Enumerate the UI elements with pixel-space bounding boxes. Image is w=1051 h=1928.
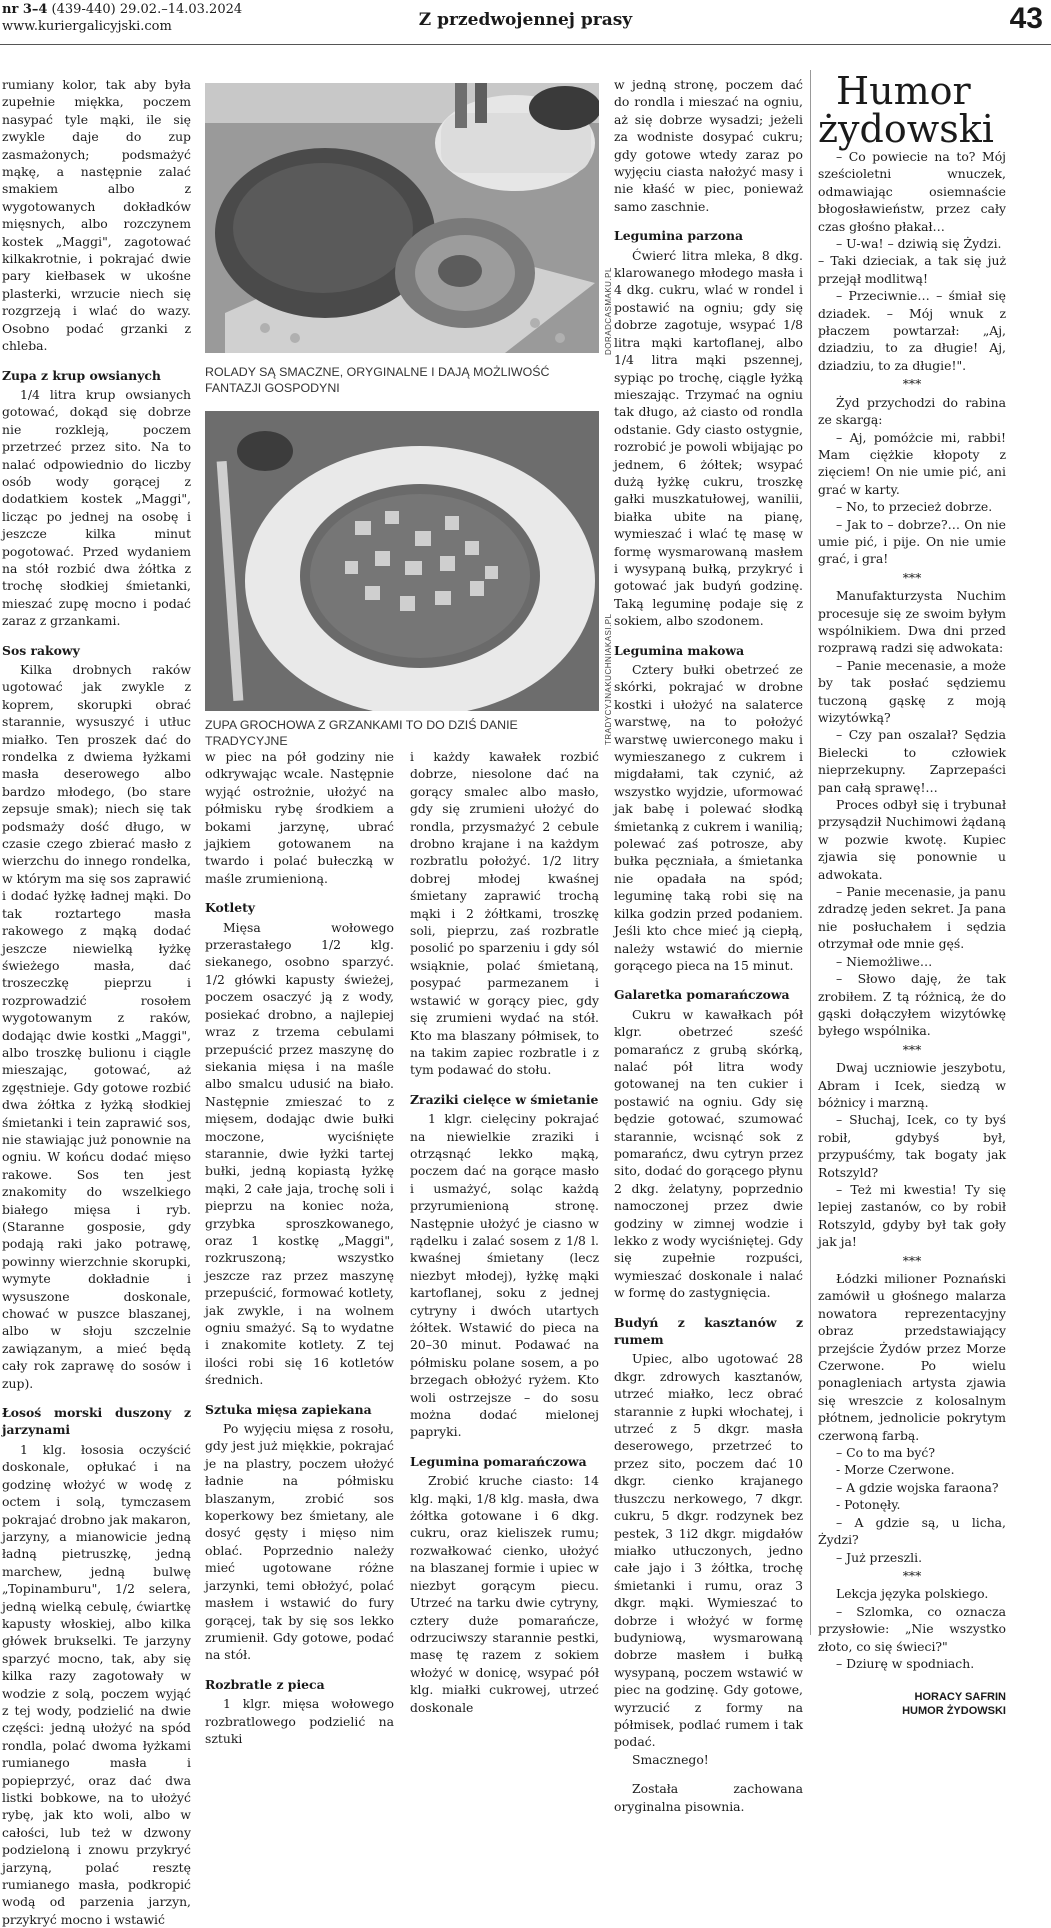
joke-line: – Słowo daję, że tak zrobiłem. Z tą różnicą, że do gąski dołączyłem wizytówkę byłego wspólnika. [818,971,1006,1039]
column-4 [614,76,803,1815]
recipe-heading: Galaretka pomarańczowa [614,987,790,1003]
humor-column [818,69,1006,1718]
photo-caption: ROLADY SĄ SMACZNE, ORYGINALNE I DAJĄ MOŻLIWOŚĆ FANTAZJI GOSPODYNI [205,365,550,395]
humor-title: Humor żydowski [818,69,994,151]
joke-separator: *** [902,1567,922,1583]
paragraph: i każdy kawałek rozbić dobrze, niesolone dać na gorący smalec albo masło, gdy się zrumieni ułożyć do rondla, przysmażyć 2 cebule drobno krajane i na każdym rozbratlu położyć. 1/2 litry dobrej młodej kwaśnej śmietany zaprawić trochą mąki i 2 żółtkami, troszkę soli, pieprzu, zaś rozbratle posolić po sparzeniu i gdy sól wsiąknie, polać śmietaną, posypać parmezanem i wstawić w gorący piec, gdy się zrumieni wydać na stół. Kto ma blaszany półmisek, to na takim zapiec rozbratle i z tym podawać do stołu. [410,749,599,1078]
paragraph: 1 klg. łososia oczyścić doskonale, opłukać i na godzinę włożyć w wodę z octem i solą, tymczasem pokrajać drobno jak makaron, jarzyny, a mianowicie jedną ładną pietruszkę, jedną marchew, jedną bulwę „Topinamburu", 1/2 selera, jedną wielką cebulę, ćwiartkę kapusty włoskiej, albo kilka główek brukselki. Te jarzyny sparzyć mocno, tak, aby się kilka razy zagotowały w wodzie z solą, poczem wyjąć z tej wody, podzielić na dwie części: jedną ułożyć na spód rondla, polać dwoma łyżkami rumianego masła i popieprzyć, oraz dać dwa listki bobkowe, na to ułożyć rybę, jak kto woli, albo w całości, lub też w dzwony podzieloną i znowu przykryć jarzyną, polać resztę rumianego masła, podkropić wodą od parzenia jarzyn, przykryć mocno i wstawić [2,1441,191,1927]
recipe-heading: Łosoś morski duszony z jarzynami [2,1405,191,1438]
column-2 [205,748,394,1747]
joke-line: – Jak to – dobrze?… On nie umie pić, i pije. On nie umie grać, i gra! [818,516,1006,567]
joke-line: – Już przeszli. [836,1549,923,1565]
paragraph: 1 klgr. mięsa wołowego rozbratlowego podzielić na sztuki [205,1696,394,1746]
paragraph: Smacznego! [632,1751,709,1767]
recipe-heading: Kotlety [205,900,255,916]
recipe-heading: Rozbratle z pieca [205,1676,325,1692]
joke-line: – No, to przecież dobrze. [836,499,993,515]
roulade-photo [205,83,599,353]
recipe-heading: Legumina parzona [614,228,743,244]
joke-line: – Panie mecenasie, a może by tak posłać sędziemu tuczoną gąskę z moją wizytówką? [818,657,1006,725]
photo-credit: TRADYCYJNAKUCHNIAKASI.PL [604,613,613,745]
joke-line: Łódzki milioner Poznański zamówił u głośnego malarza nowatora reprezentacyjny obraz przedstawiający przejście Żydów przez Morze Czerwone. Po wielu ponagleniach artysta zjawia się wreszcie z kolosalnym płótnem, jednolicie pokrytym czerwoną farbą. [818,1271,1006,1443]
column-3 [410,748,599,1716]
recipe-heading: Zupa z krup owsianych [2,367,161,383]
column-divider [810,70,811,1635]
paragraph: Upiec, albo ugotować 28 dkgr. zdrowych kasztanów, utrzeć miałko, lecz obrać starannie z łupki włochatej, i utrzeć z 5 dkgr. masła deserowego, przetrzeć to przez sito, poczem dać 10 dkgr. cienko krajanego tłuszczu nerkowego, 7 dkgr. cukru, 5 dkgr. rodzynek bez pestek, 3 1i2 dkgr. migdałów miałko utłuczonych, jedno całe jajo i 3 żółtka, trochę śmietanki i rumu, oraz 3 dkgr. mąki. Wymieszać to dobrze i włożyć w formę budyniową, wysmarowaną dobrze masłem i bułką wysypaną, poczem wstawić w piec na godzinę. Gdy gotowe, wyrzucić z formy na półmisek, podlać rumem i tak podać. [614,1351,803,1750]
paragraph: w piec na pół godziny nie odkrywając wcale. Następnie wyjąć ostrożnie, ułożyć na półmisku rybę środkiem a bokami jarzynę, ubrać jajkiem gotowanem na twardo i polać bułeczką w maśle zrumienioną. [205,749,394,886]
recipe-heading: Legumina makowa [614,642,745,658]
joke-line: - Potonęły. [836,1497,901,1513]
joke-line: Manufakturzysta Nuchim procesuje się ze swoim byłym wspólnikiem. Dwa dni przed rozprawą radzi się adwokata: [818,588,1006,656]
issue-dates: (439-440) 29.02.–14.03.2024 [47,2,243,17]
paragraph: Kilka drobnych raków ugotować jak zwykle z koprem, skorupki obrać starannie, wysuszyć i utłuc miałko. Ten proszek dać do rondelka z dwiema łyżkami masła deserowego albo bardzo młodego, (bo stare zepsuje smak); niech się tak podsmaży dość długo, w czasie czego zbierać masło z wierzchu do innego rondelka, w którym ma się sos zaprawić i dodać łyżkę ładnej mąki. Do tak roztartego masła rakowego z mąką dodać jeszcze niewielką łyżkę świeżego masła, dać troszeczkę pieprzu i rozprowadzić rosołem wygotowanym z raków, dodając dwie kostki „Maggi", albo troszkę bulionu i ciągle mieszając, gotować, aż zgęstnieje. Gdy gotowe rozbić dwa żółtka z łyżką słodkiej śmietanki i tein zaprawić sos, nie stawiając już ponownie na ogniu. W końcu dodać mięso rakowe. Sos ten jest znakomity do wszelkiego białego mięsa i ryb. (Staranne gosposie, gdy podają raki jako potrawę, powinny wierzchnie skorupki, wymyte dokładnie i wysuszone doskonale, chować w puszce blaszanej, albo w słoju szczelnie zawiązanym, a mieć będą cały rok zaprawę do sosów i zup). [2,662,191,1391]
joke-line: - Morze Czerwone. [836,1462,955,1478]
paragraph: 1 klgr. cielęciny pokrajać na niewielkie zraziki i otrząsnąć lekko mąką, poczem dać na gorące masło i usmażyć, soląc każdą przyrumienioną stronę. Następnie ułożyć je ciasno w rądelku i zalać sosem z 1/8 l. kwaśnej śmietany (lecz niezbyt młodej), łyżkę mąki kartoflanej, soku z jednej cytryny i dwóch utartych żółtek. Wstawić do pieca na 20–30 minut. Podawać na półmisku polane sosem, a po brzegach obłożyć ryżem. Kto woli ostrzejsze – do sosu można dodać mielonej papryki. [410,1111,599,1440]
joke-line: Proces odbył się i trybunał przysądził Nuchimowi żądaną w pozwie kwotę. Kupiec zjawia się ponownie u adwokata. [818,797,1006,882]
column-1 [2,76,191,1928]
paragraph: Cztery bułki obetrzeć ze skórki, pokrajać w drobne kostki i ułożyć na salaterce warstwę, na to położyć warstwę uwierconego maku i wymieszanego z cukrem i migdałami, tak czynić, aż wszystko wyjdzie, uformować jak babę i polewać słodką śmietanką z cukrem i wanilią; polewać zaś potrosze, aby bułka pęczniała, a śmietanka nie opadała na spód; leguminę taką robi się na kilka godzin przed podaniem. Jeśli kto chce mieć ją ciepłą, należy wstawić do miernie gorącego pieca na 15 minut. [614,662,803,973]
paragraph: Po wyjęciu mięsa z rosołu, gdy jest już miękkie, pokrajać je na plastry, poczem ułożyć ładnie na półmisku blaszanym, zrobić sos koperkowy bez śmietany, ale dosyć gęsty i mięso nim oblać. Poprzednio należy mieć ugotowane różne jarzynki, temi obłożyć, polać masłem i wstawić do fury gorącej, tak by się sos lekko zrumienił. Gdy gotowe, podać na stół. [205,1421,394,1663]
source-signature: HUMOR ŻYDOWSKI [902,1705,1006,1718]
page-header [0,0,1051,44]
joke-line: – Przeciwnie… – śmiał się dziadek. – Mój wnuk z płaczem powtarzał: „Aj, dziadziu, to za długie! Aj, dziadziu, to za długie!". [818,288,1006,373]
joke-line: – U-wa! – dziwią się Żydzi. [836,236,1002,252]
photo-credit: DORADCASMAKU.PL [604,267,613,355]
roulade-illustration [205,83,599,353]
joke-line: Lekcja języka polskiego. [836,1586,989,1602]
joke-line: Dwaj uczniowie jeszybotu, Abram i Icek, siedzą w bóżnicy i marzną. [818,1060,1006,1110]
joke-line: – Słuchaj, Icek, co ty byś robił, gdybyś był, przypuśćmy, tak bogaty jak Rotszyld? [818,1112,1006,1180]
joke-line: – Co to ma być? [836,1445,935,1461]
website-link[interactable]: www.kuriergalicyjski.com [2,19,172,34]
joke-line: – Aj, pomóżcie mi, rabbi! Mam ciężkie kłopoty z zięciem! On nie umie pić, ani grać w karty. [818,429,1006,497]
paragraph: w jedną stronę, poczem dać do rondla i mieszać na ogniu, aż się dobrze wysadzi; jeżeli za wodniste dosypać cukru; gdy gotowe wtedy zaraz po wyjęciu ciasta nałożyć masy i nie kłaść w piec, ponieważ samo zaschnie. [614,77,803,214]
pea-soup-photo [205,411,599,711]
joke-line: – Czy pan oszalał? Sędzia Bielecki to człowiek nieprzekupny. Zaprzepaści pan całą sprawę!… [818,727,1006,795]
paragraph: Zrobić kruche ciasto: 14 klg. mąki, 1/8 klg. masła, dwa żółtka gotowane i 6 dkg. cukru, oraz kieliszek rumu; rozwałkować cienko, ułożyć na blaszanej formie i upiec w niezbyt gorącym piecu. Utrzeć na tarku dwie cytryny, cztery duże pomarańcze, odrzuciwszy starannie pestki, masę tę razem z sokiem włożyć w donicę, wsypać pół klg. miałki cukrowej, utrzeć doskonale [410,1473,599,1715]
page-number: 43 [1009,2,1043,35]
section-title: Z przedwojennej prasy [418,10,633,30]
joke-line: Żyd przychodzi do rabina ze skargą: [818,394,1006,428]
joke-line: – Panie mecenasie, ja panu zdradzę jeden sekret. Ja pana nie posłuchałem i sędzia otrzymał ode mnie gęś. [818,884,1006,952]
joke-line: – Co powiecie na to? Mój sześcioletni wnuczek, odmawiając osiemnaście błogosławieństw, przez cały czas głośno płakał… [818,149,1006,234]
author-signature: HORACY SAFRIN [914,1691,1006,1704]
joke-separator: *** [902,376,922,392]
joke-line: – Też mi kwestia! Ty się lepiej zastanów, co by robił Rotszyld, gdyby był tak goły jak ja! [818,1181,1006,1250]
joke-line: – Dziurę w spodniach. [836,1655,975,1671]
joke-line: – Taki dzieciak, a tak się już przejął modlitwą! [818,253,1006,286]
joke-line: – A gdzie wojska faraona? [836,1479,999,1495]
paragraph: Mięsa wołowego przerastałego 1/2 klg. siekanego, osobno sparzyć. 1/2 główki kapusty świeżej, poczem osaczyć ją z wody, posiekać drobno, a najlepiej wraz z trzema cebulami przepuścić przez maszynę do siekania mięsa i na maśle albo smalcu udusić na biało. Następnie zmieszać to z mięsem, dodając dwie bułki moczone, wyciśnięte starannie, dwie łyżki tartej bułki, jedną kopiastą łyżkę mąki, 2 całe jaja, trochę soli i pieprzu na koniec noża, grzybka sproszkowanego, oraz 1 kostkę „Maggi", rozkruszoną; wszystko jeszcze raz przez maszynę przepuścić, formować kotlety, jak zwykle, i na wolnem ogniu smażyć. Są to wydatne i znakomite kotlety. Z tej ilości robi się 16 kotletów średnich. [205,919,394,1388]
joke-line: – Niemożliwe… [836,953,933,969]
photo-caption: ZUPA GROCHOWA Z GRZANKAMI TO DO DZIŚ DANIE TRADYCYJNE [205,718,518,748]
recipe-heading: Sztuka mięsa zapiekana [205,1401,372,1417]
joke-separator: *** [902,1252,922,1268]
joke-separator: *** [902,1041,922,1057]
paragraph: Ćwierć litra mleka, 8 dkg. klarowanego młodego masła i 4 dkg. cukru, wlać w rondel i postawić na ogniu; gdy się dobrze zagotuje, wsypać 1/8 litra mąki kartoflanej, albo 1/4 litra mąki pszennej, sypiąc po trochę, ciągle łyżką mieszając. Trzymać na ogniu tak długo, aż ciasto od rondla odstanie. Gdy ciasto ostygnie, rozrobić je powoli wbijając po jednem, 6 żółtek; wsypać dużą łyżkę cukru, troszkę gałki muszkatułowej, wanilii, białka ubite na pianę, wymieszać i wlać tę masę w formę wysmarowaną masłem i wysypaną bułką, przykryć i gotować jak budyń godzinę. Taką leguminę podaje się z sokiem, albo szodonem. [614,247,803,629]
recipe-heading: Budyń z kasztanów z rumem [614,1314,803,1348]
paragraph: rumiany kolor, tak aby była zupełnie miękka, poczem nasypać tyle mąki, ile się zwykle daje do zup zasmażonych; podsmażyć mąkę, a następnie zalać smakiem albo z wygotowanych dokładków mięsnych, albo rozczynem kostek „Maggi", zagotować kilkakrotnie, i pokrajać dwie pary kiełbasek w ukośne plasterki, wrzucie niech się rozgrzeją i wlać do wazy. Osobno podać grzanki z chleba. [2,77,191,354]
paragraph: Została zachowana oryginalna pisownia. [614,1781,803,1814]
joke-line: – A gdzie są, u licha, Żydzi? [818,1514,1006,1548]
paragraph: 1/4 litra krup owsianych gotować, dokąd się dobrze nie rozkleją, poczem przetrzeć przez sito. Na to nalać odpowiednio do liczby osób wody gorącej z dodatkiem kostek „Maggi", licząc po jednej na osobę i jeszcze kilka minut pogotować. Przed wydaniem na stół rozbić dwa żółtka z trochę słodkiej śmietanki, mieszać zupę mocno i podać zaraz z grzankami. [2,386,191,629]
paragraph: Cukru w kawałkach pół klgr. obetrzeć sześć pomarańcz z grubą skórką, nalać pół litra wody gotowanej na ten cukier i postawić na ogniu. Gdy się będzie gotować, szumować starannie, wcisnąć sok z pomarańcz, dwu cytryn przez sito, dodać do gorącego płynu 2 dkg. żelatyny, poprzednio namoczonej przez dwie godziny w zimnej wodzie i lekko z wody wyciśniętej. Gdy się zupełnie rozpuści, wymieszać doskonale i nalać w formę do zastygnięcia. [614,1006,803,1301]
issue-number: nr 3–4 [2,2,48,17]
joke-line: – Szlomka, co oznacza przysłowie: „Nie wszystko złoto, co się świeci?" [818,1603,1006,1654]
recipe-heading: Zraziki cielęce w śmietanie [410,1091,599,1107]
recipe-heading: Legumina pomarańczowa [410,1453,587,1469]
recipe-heading: Sos rakowy [2,642,80,658]
joke-separator: *** [902,569,922,585]
header-divider [0,44,1051,45]
soup-illustration [205,411,599,711]
